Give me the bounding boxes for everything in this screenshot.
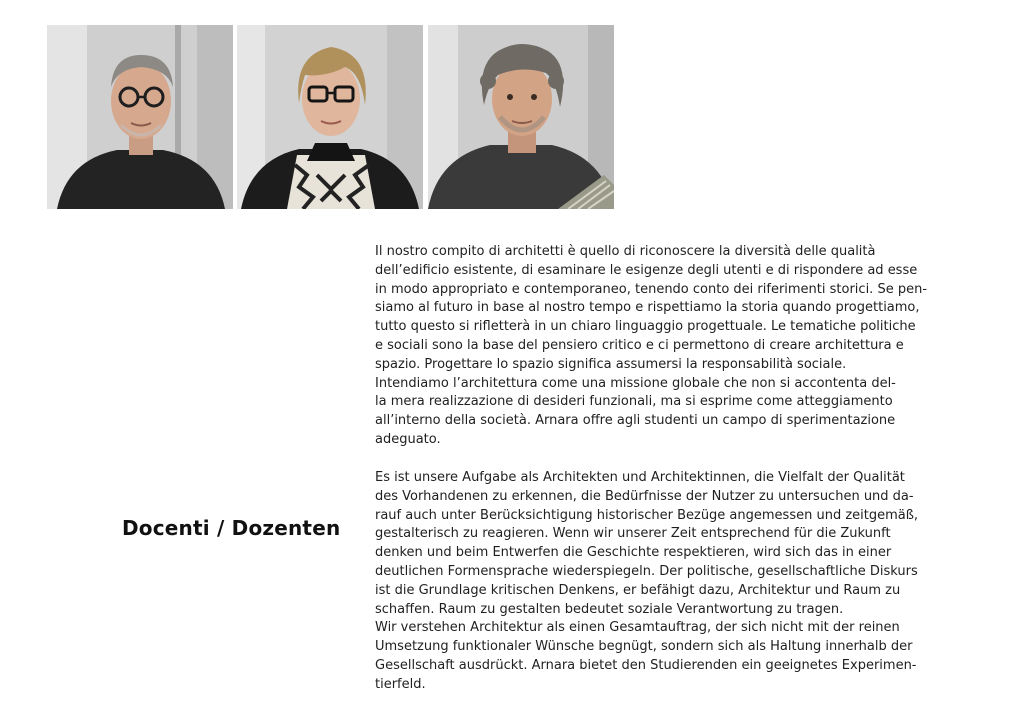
german-text-block <box>375 469 970 695</box>
text-line: Umsetzung funktionaler Wünsche begnügt, sondern sich als Haltung innerhalb der <box>375 639 913 655</box>
text-line: la mera realizzazione di desideri funzionali, ma si esprime come atteggiamento <box>375 394 893 410</box>
text-line: Gesellschaft ausdrückt. Arnara bietet den Studierenden ein geeignetes Experimen- <box>375 657 917 673</box>
portrait-man-glasses-icon <box>47 25 233 209</box>
text-line: deutlichen Formensprache wiederspiegeln. Der politische, gesellschaftliche Diskurs <box>375 563 918 579</box>
text-line: in modo appropriato e contemporaneo, tenendo conto dei riferimenti storici. Se pen- <box>375 281 928 297</box>
text-line: rauf auch unter Berücksichtigung historischer Bezüge angemessen und zeitgemäß, <box>375 507 919 523</box>
text-line: gestalterisch zu reagieren. Wenn wir unserer Zeit entsprechend für die Zukunft <box>375 526 891 542</box>
text-line: all’interno della società. Arnara offre agli studenti un campo di sperimentazione <box>375 413 896 429</box>
text-line: Intendiamo l’architettura come una missione globale che non si accontenta del- <box>375 375 896 391</box>
italian-text-block <box>375 243 970 450</box>
text-line: e sociali sono la base del pensiero critico e ci permettono di creare architettura e <box>375 337 904 353</box>
text-line: ist die Grundlage kritischen Denkens, er befähigt dazu, Architektur und Raum zu <box>375 582 901 598</box>
portrait-photo-1 <box>47 25 233 209</box>
text-line: tutto questo si rifletterà in un chiaro linguaggio progettuale. Le tematiche politiche <box>375 319 916 335</box>
text-line: Wir verstehen Architektur als einen Gesamtauftrag, der sich nicht mit der reinen <box>375 620 900 636</box>
text-line: Il nostro compito di architetti è quello di riconoscere la diversità delle qualità <box>375 244 876 259</box>
text-line: tierfeld. <box>375 676 426 692</box>
text-line: Es ist unsere Aufgabe als Architekten und Architektinnen, die Vielfalt der Qualität <box>375 470 905 485</box>
text-line: siamo al futuro in base al nostro tempo e rispettiamo la storia quando progettiamo, <box>375 300 920 316</box>
portrait-woman-glasses-icon <box>237 25 423 209</box>
text-line: adeguato. <box>375 431 441 447</box>
portrait-man-curly-hair-icon <box>428 25 614 209</box>
portrait-photo-3 <box>428 25 614 209</box>
text-line: denken und beim Entwerfen die Geschichte respektieren, wird sich das in einer <box>375 545 892 561</box>
portrait-photo-2 <box>237 25 423 209</box>
text-line: schaffen. Raum zu gestalten bedeutet soziale Verantwortung zu tragen. <box>375 601 844 617</box>
section-title: Docenti / Dozenten <box>122 516 341 540</box>
text-line: des Vorhandenen zu erkennen, die Bedürfnisse der Nutzer zu untersuchen und da- <box>375 488 914 504</box>
text-line: spazio. Progettare lo spazio significa assumersi la responsabilità sociale. <box>375 356 847 372</box>
text-line: dell’edificio esistente, di esaminare le esigenze degli utenti e di rispondere ad esse <box>375 262 918 278</box>
